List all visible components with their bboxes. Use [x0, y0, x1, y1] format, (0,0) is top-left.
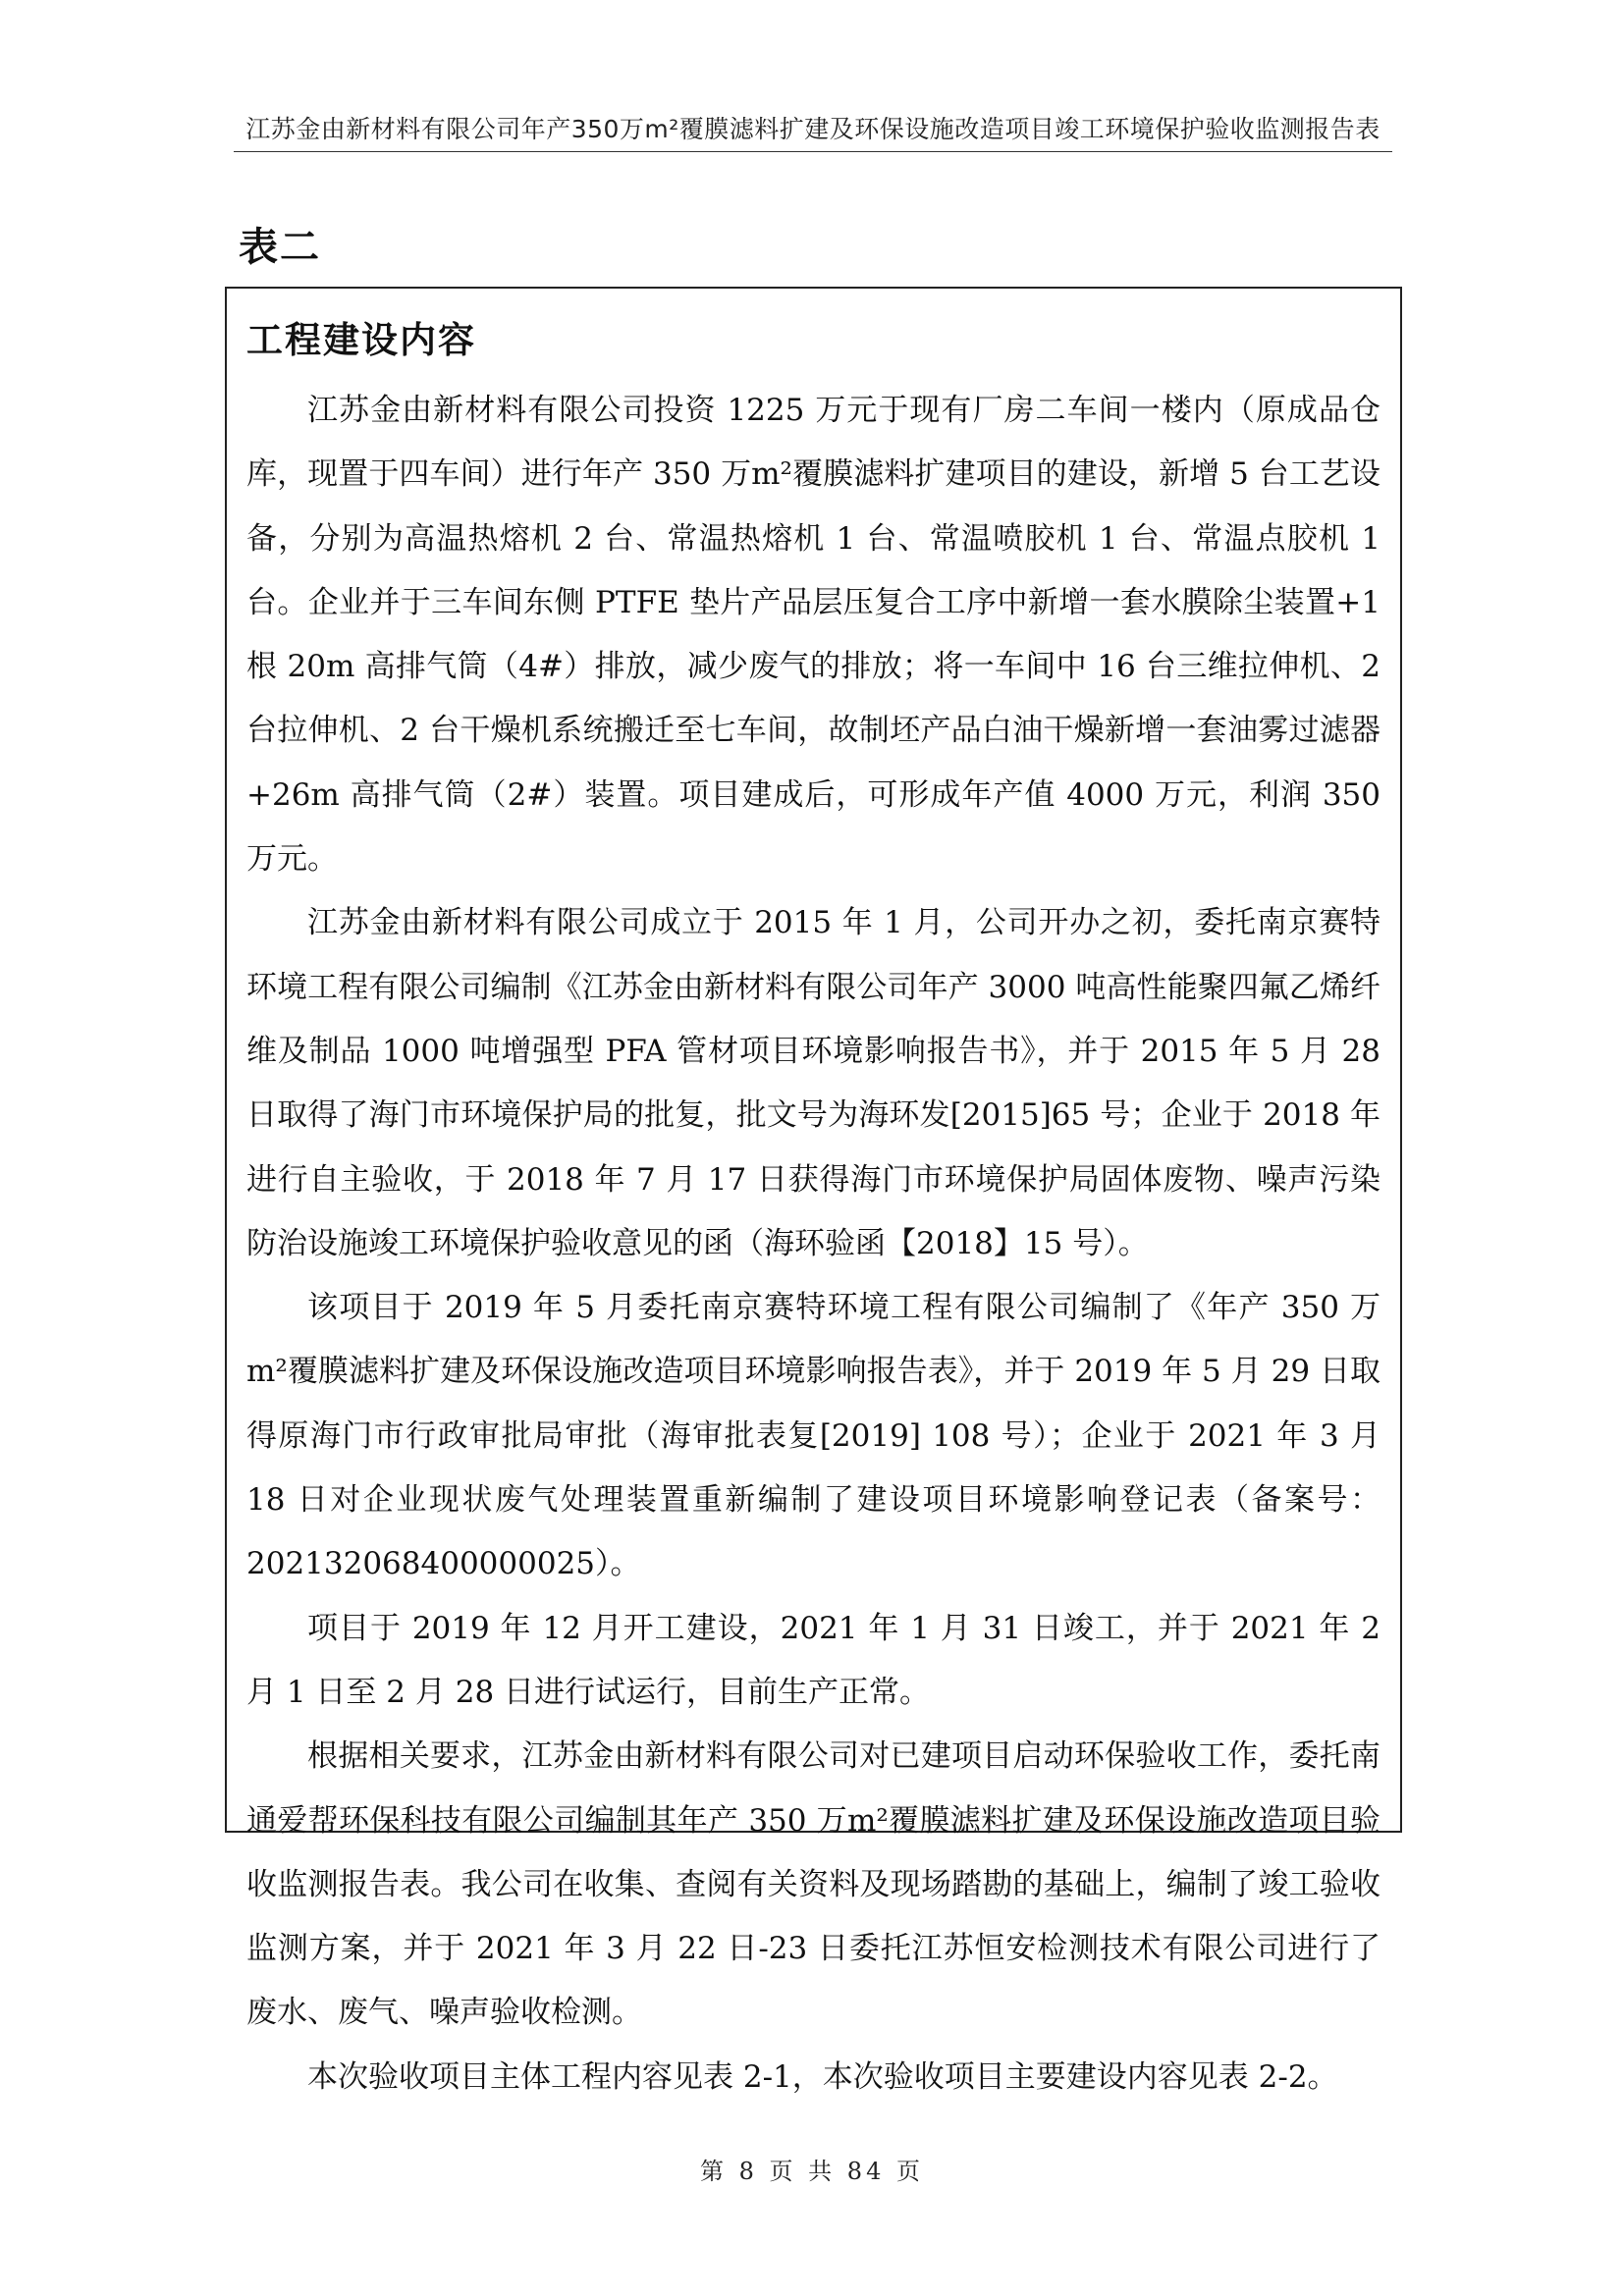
box-heading: 工程建设内容	[246, 319, 476, 361]
paragraph-eia-approval: 该项目于 2019 年 5 月委托南京赛特环境工程有限公司编制了《年产 350 万m²覆膜滤料扩建及环保设施改造项目环境影响报告表》，并于 2019 年 5 月 29 日取得原海门市行政审批局审批（海审批表复[2019] 108 号）；企业于 2021 年 3 月 18 日对企业现状废气处理装置重新编制了建设项目环境影响登记表（备案号：202132068400000025）。	[246, 1290, 1380, 1582]
paragraph-project-overview: 江苏金由新材料有限公司投资 1225 万元于现有厂房二车间一楼内（原成品仓库，现置于四车间）进行年产 350 万m²覆膜滤料扩建项目的建设，新增 5 台工艺设备，分别为高温热熔机 2 台、常温热熔机 1 台、常温喷胶机 1 台、常温点胶机 1 台。企业并于三车间东侧 PTFE 垫片产品层压复合工序中新增一套水膜除尘装置+1 根 20m 高排气筒（4#）排放，减少废气的排放；将一车间中 16 台三维拉伸机、2 台拉伸机、2 台干燥机系统搬迁至七车间，故制坯产品白油干燥新增一套油雾过滤器+26m 高排气筒（2#）装置。项目建成后，可形成年产值 4000 万元，利润 350 万元。	[246, 393, 1380, 878]
page-footer: 第 8 页 共 84 页	[700, 2158, 924, 2185]
section-title: 表二	[239, 225, 321, 270]
document-header: 江苏金由新材料有限公司年产350万m²覆膜滤料扩建及环保设施改造项目竣工环境保护验收监测报告表	[245, 115, 1380, 143]
body-text	[246, 379, 1380, 2109]
paragraph-table-reference: 本次验收项目主体工程内容见表 2-1，本次验收项目主要建设内容见表 2-2。	[307, 2058, 1338, 2095]
paragraph-acceptance-work: 根据相关要求，江苏金由新材料有限公司对已建项目启动环保验收工作，委托南通爱帮环保科技有限公司编制其年产 350 万m²覆膜滤料扩建及环保设施改造项目验收监测报告表。我公司在收集、查阅有关资料及现场踏勘的基础上，编制了竣工验收监测方案，并于 2021 年 3 月 22 日-23 日委托江苏恒安检测技术有限公司进行了废水、废气、噪声验收检测。	[246, 1738, 1380, 2031]
paragraph-company-history: 江苏金由新材料有限公司成立于 2015 年 1 月，公司开办之初，委托南京赛特环境工程有限公司编制《江苏金由新材料有限公司年产 3000 吨高性能聚四氟乙烯纤维及制品 1000 吨增强型 PFA 管材项目环境影响报告书》，并于 2015 年 5 月 28 日取得了海门市环境保护局的批复，批文号为海环发[2015]65 号；企业于 2018 年进行自主验收，于 2018 年 7 月 17 日获得海门市环境保护局固体废物、噪声污染防治设施竣工环境保护验收意见的函（海环验函【2018】15 号）。	[246, 905, 1380, 1261]
header-divider	[234, 151, 1392, 152]
content-box	[225, 287, 1402, 2095]
paragraph-construction-timeline: 项目于 2019 年 12 月开工建设，2021 年 1 月 31 日竣工，并于 2021 年 2 月 1 日至 2 月 28 日进行试运行，目前生产正常。	[246, 1610, 1380, 1710]
